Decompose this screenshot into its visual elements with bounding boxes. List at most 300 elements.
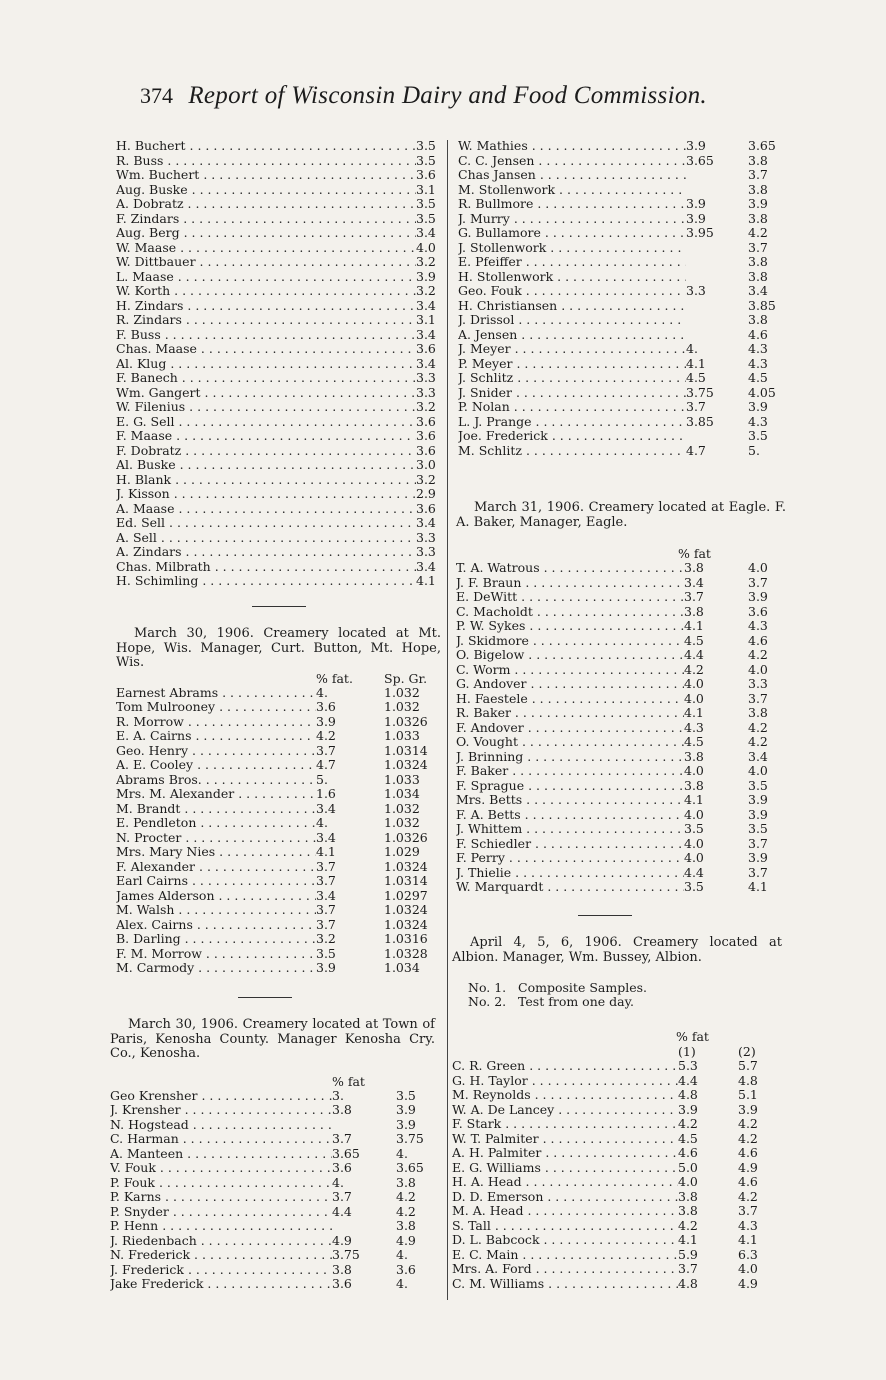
table-row (116, 429, 441, 444)
table-row (456, 793, 786, 808)
row-value-2: 1.029 (384, 845, 420, 859)
row-name: A. Dobratz . . . (116, 197, 416, 212)
note-1-text: Composite Samples. (518, 980, 647, 995)
table-row (116, 729, 441, 744)
table-row (116, 715, 441, 730)
row-name: E. A. Cairns . . . (116, 729, 316, 744)
row-name: C. M. Williams . . . (452, 1277, 678, 1292)
sub-header-1: (1) (678, 1044, 696, 1059)
row-value-1: 4.0 (684, 691, 704, 706)
row-value-1: 4.5 (684, 633, 704, 648)
table-row (116, 787, 441, 802)
row-value-1: 3.4 (316, 888, 336, 903)
row-value-2: 1.032 (384, 685, 420, 700)
table-row (452, 1059, 782, 1074)
row-value-2: 3.8 (748, 269, 768, 284)
table-row (456, 750, 786, 765)
table-row (458, 139, 788, 154)
row-value-2: 4.5 (748, 371, 768, 385)
table-row (452, 1161, 782, 1176)
table-row (452, 1117, 782, 1132)
row-value-2: 3.6 (748, 604, 768, 619)
row-value-1: 4.1 (678, 1233, 698, 1247)
row-name: M. Reynolds . . . (452, 1088, 678, 1103)
row-name: F. Maase . . . (116, 429, 416, 444)
row-value: 4.0 (416, 240, 436, 255)
row-value-2: 3.9 (748, 590, 768, 604)
table-row (458, 270, 788, 285)
row-value-1: 1.6 (316, 787, 336, 801)
row-name: Geo Krensher . . . (110, 1089, 332, 1104)
table-row (116, 226, 441, 241)
row-value-1: 4.4 (678, 1073, 698, 1088)
table-row (456, 735, 786, 750)
row-name: Mrs. Mary Nies . . . (116, 845, 316, 860)
table-row (116, 516, 441, 531)
row-value-2: 3.7 (748, 575, 768, 590)
row-value-2: 4.2 (748, 720, 768, 735)
row-value-2: 3.4 (748, 749, 768, 764)
row-name: J. F. Braun . . . (456, 576, 684, 591)
table-rows (452, 1059, 782, 1291)
note-2-number: No. 2. (468, 994, 507, 1009)
table-row (116, 961, 441, 976)
table-row (116, 545, 441, 560)
row-value-2: 3.7 (748, 168, 768, 182)
row-name: F. Alexander . . . (116, 860, 316, 875)
row-name: J. Drissol . . . (458, 313, 686, 328)
section-paris (110, 1018, 435, 1292)
row-value: 4.1 (416, 574, 436, 588)
row-value-2: 5. (748, 443, 760, 458)
row-value-2: 4.3 (738, 1218, 758, 1233)
row-value-1: 3.4 (316, 830, 336, 845)
row-name: W. Mathies . . . (458, 139, 686, 154)
row-value-1: 4.2 (316, 729, 336, 743)
row-value-2: 4. (396, 1146, 408, 1161)
table-row (116, 802, 441, 817)
row-value-2: 1.0324 (384, 859, 428, 874)
row-value-2: 5.1 (738, 1088, 758, 1102)
row-value-1: 4. (332, 1175, 344, 1190)
table-row (116, 860, 441, 875)
row-name: Ed. Sell . . . (116, 516, 416, 531)
row-value-1: 4. (316, 816, 328, 830)
row-value-1: 3.8 (678, 1189, 698, 1204)
row-value-2: 1.0314 (384, 743, 428, 758)
row-name: F. M. Morrow . . . (116, 947, 316, 962)
row-value-1: 3.7 (316, 903, 336, 917)
row-name: F. Andover . . . (456, 721, 684, 736)
table-row (458, 400, 788, 415)
row-name: J. Stollenwork . . . (458, 241, 686, 256)
table-row (456, 779, 786, 794)
table-row (116, 444, 441, 459)
table-row (458, 183, 788, 198)
table-row (110, 1277, 435, 1292)
row-value-2: 1.0324 (384, 903, 428, 917)
section-caption: March 31, 1906. Creamery located at Eagle. F. A. Baker, Manager, Eagle. (456, 500, 786, 530)
row-name: Chas. Maase . . . (116, 342, 416, 357)
row-value: 3.4 (416, 516, 436, 530)
table-row (116, 903, 441, 918)
row-value: 3.3 (416, 545, 436, 559)
table-row (116, 371, 441, 386)
table-row (116, 744, 441, 759)
row-name: R. Baker . . . (456, 706, 684, 721)
table-row (456, 605, 786, 620)
row-value-1: 3.7 (316, 859, 336, 874)
row-value-2: 3.5 (748, 822, 768, 836)
row-name: A. Zindars . . . (116, 545, 416, 560)
table-row (110, 1176, 435, 1191)
row-value-1: 5.0 (678, 1160, 698, 1175)
table-row (116, 415, 441, 430)
row-value-2: 4.0 (748, 561, 768, 575)
row-value-1: 3.4 (316, 801, 336, 816)
row-value-2: 3.9 (738, 1102, 758, 1117)
table-row (458, 168, 788, 183)
row-name: F. Schiedler . . . (456, 837, 684, 852)
row-name: J. Whittem . . . (456, 822, 684, 837)
row-value-2: 4.2 (738, 1189, 758, 1204)
row-value-1: 3.85 (686, 414, 714, 429)
row-value: 3.6 (416, 168, 436, 182)
table-row (116, 400, 441, 415)
row-value-2: 3.7 (738, 1204, 758, 1218)
row-value-2: 3.65 (396, 1161, 424, 1175)
table-row (110, 1147, 435, 1162)
row-name: Alex. Cairns . . . (116, 918, 316, 933)
row-value-2: 1.0328 (384, 946, 428, 961)
table-row (458, 154, 788, 169)
row-value-1: 3.8 (684, 778, 704, 793)
row-name: A. H. Palmiter . . . (452, 1146, 678, 1161)
row-name: E. Pfeiffer . . . (458, 255, 686, 270)
table-row (452, 1103, 782, 1118)
row-name: E. G. Williams . . . (452, 1161, 678, 1176)
row-value-2: 4.9 (396, 1233, 416, 1248)
row-value-2: 3.5 (748, 429, 768, 443)
row-name: J. Riedenbach . . . (110, 1234, 332, 1249)
row-name: R. Morrow . . . (116, 715, 316, 730)
table-row (458, 212, 788, 227)
row-name: Earnest Abrams . . . (116, 686, 316, 701)
row-value-2: 4.3 (748, 356, 768, 371)
row-value-2: 4.0 (748, 662, 768, 677)
row-value-2: 4. (396, 1248, 408, 1262)
table-row (458, 313, 788, 328)
table-row (116, 458, 441, 473)
row-name: D. D. Emerson . . . (452, 1190, 678, 1205)
row-value: 3.5 (416, 139, 436, 153)
row-value: 3.1 (416, 182, 436, 197)
row-value-1: 3. (332, 1088, 344, 1103)
row-value-1: 3.9 (686, 139, 706, 153)
row-value-1: 4.4 (332, 1204, 352, 1219)
row-name: J. Meyer . . . (458, 342, 686, 357)
row-value-2: 3.8 (396, 1219, 416, 1233)
table-row (110, 1118, 435, 1133)
row-name: Aug. Berg . . . (116, 226, 416, 241)
table-rows (116, 686, 441, 976)
table-row (458, 444, 788, 459)
table-row (116, 502, 441, 517)
row-name: James Alderson . . . (116, 889, 316, 904)
row-value-1: 4.7 (686, 443, 706, 458)
row-value-2: 3.8 (748, 313, 768, 327)
row-name: A. E. Cooley . . . (116, 758, 316, 773)
table-row (110, 1132, 435, 1147)
row-value-1: 3.3 (686, 284, 706, 298)
row-value-1: 3.9 (686, 197, 706, 211)
row-name: H. Buchert . . . (116, 139, 416, 154)
row-value-2: 1.0324 (384, 758, 428, 772)
table-row (456, 590, 786, 605)
row-value: 3.2 (416, 284, 436, 298)
row-value-1: 4.0 (684, 851, 704, 865)
table-row (456, 648, 786, 663)
row-value-2: 3.8 (748, 706, 768, 720)
row-value-1: 4.2 (678, 1218, 698, 1233)
table-row (116, 139, 441, 154)
sub-headers (452, 1044, 782, 1059)
table-row (110, 1205, 435, 1220)
table-row (456, 721, 786, 736)
row-value-2: 3.7 (748, 865, 768, 880)
row-name: M. Walsh . . . (116, 903, 316, 918)
row-name: Tom Mulrooney . . . (116, 700, 316, 715)
row-name: H. Blank . . . (116, 473, 416, 488)
row-name: C. R. Green . . . (452, 1059, 678, 1074)
column-headers (116, 671, 441, 686)
row-name: A. Jensen . . . (458, 328, 686, 343)
row-value-2: 4.2 (748, 735, 768, 749)
row-name: W. Korth . . . (116, 284, 416, 299)
row-name: W. Dittbauer . . . (116, 255, 416, 270)
row-name: P. Karns . . . (110, 1190, 332, 1205)
row-name: C. C. Jensen . . . (458, 154, 686, 169)
row-value-2: 3.6 (396, 1262, 416, 1277)
row-name: Al. Klug . . . (116, 357, 416, 372)
table-row (456, 677, 786, 692)
table-row (458, 284, 788, 299)
table-row (458, 415, 788, 430)
table-row (110, 1219, 435, 1234)
row-name: Chas. Milbrath . . . (116, 560, 416, 575)
row-name: G. H. Taylor . . . (452, 1074, 678, 1089)
column-headers (456, 546, 786, 561)
row-value: 3.2 (416, 255, 436, 269)
row-value-1: 4.1 (684, 706, 704, 720)
row-name: S. Tall . . . (452, 1219, 678, 1234)
row-value-1: 3.8 (684, 749, 704, 764)
row-value-2: 5.7 (738, 1059, 758, 1073)
table-row (458, 226, 788, 241)
table-row (116, 560, 441, 575)
row-name: J. Skidmore . . . (456, 634, 684, 649)
row-value-1: 4.2 (678, 1117, 698, 1131)
section-caption: April 4, 5, 6, 1906. Creamery located at Albion. Manager, Wm. Bussey, Albion. (452, 935, 782, 965)
row-value: 3.4 (416, 356, 436, 371)
row-value-1: 3.8 (684, 604, 704, 619)
row-value-1: 4.5 (686, 371, 706, 385)
row-value-2: 3.9 (748, 793, 768, 807)
table-row (116, 212, 441, 227)
sp-gr-header: Sp. Gr. (384, 670, 428, 686)
row-value-1: 4.4 (684, 648, 704, 662)
row-name: R. Bullmore . . . (458, 197, 686, 212)
row-value-1: 3.75 (332, 1248, 360, 1262)
row-value: 3.1 (416, 313, 436, 327)
row-value-1: 3.8 (332, 1262, 352, 1277)
row-name: Geo. Fouk . . . (458, 284, 686, 299)
row-name: T. A. Watrous . . . (456, 561, 684, 576)
row-value-1: 5. (316, 772, 328, 787)
note-2-text: Test from one day. (518, 994, 634, 1009)
row-value-2: 1.0314 (384, 874, 428, 888)
row-name: W. T. Palmiter . . . (452, 1132, 678, 1147)
row-name: F. Buss . . . (116, 328, 416, 343)
table-row (116, 284, 441, 299)
table-rows (456, 561, 786, 895)
row-name: L. J. Prange . . . (458, 415, 686, 430)
row-name: F. Perry . . . (456, 851, 684, 866)
row-name: A. Maase . . . (116, 502, 416, 517)
page-number: 374 (140, 83, 173, 108)
table-row (116, 183, 441, 198)
page-header (140, 82, 760, 110)
row-value-1: 3.9 (686, 211, 706, 226)
column-headers (110, 1074, 435, 1089)
row-value-2: 1.033 (384, 729, 420, 743)
row-value-2: 3.9 (748, 851, 768, 865)
table-row (116, 487, 441, 502)
table-row (452, 1132, 782, 1147)
table-row (110, 1248, 435, 1263)
row-name: F. Banech . . . (116, 371, 416, 386)
row-name: P. Meyer . . . (458, 357, 686, 372)
row-value-2: 4.9 (738, 1160, 758, 1175)
row-name: G. Andover . . . (456, 677, 684, 692)
row-value-1: 4.6 (678, 1146, 698, 1160)
row-name: C. Worm . . . (456, 663, 684, 678)
table-row (456, 808, 786, 823)
row-name: J. Kisson . . . (116, 487, 416, 502)
row-name: E. C. Main . . . (452, 1248, 678, 1263)
row-value-1: 4.5 (678, 1131, 698, 1146)
row-name: H. Zindars . . . (116, 299, 416, 314)
row-value-2: 4.6 (748, 327, 768, 342)
row-name: P. Snyder . . . (110, 1205, 332, 1220)
table-row (116, 386, 441, 401)
table-row (458, 255, 788, 270)
row-value-2: 3.9 (396, 1103, 416, 1117)
table-row (456, 880, 786, 895)
table-row (456, 692, 786, 707)
row-value-2: 3.9 (396, 1117, 416, 1132)
row-value: 3.4 (416, 226, 436, 240)
row-value-1: 3.8 (684, 561, 704, 575)
row-value: 3.3 (416, 530, 436, 545)
table-row (458, 386, 788, 401)
table-row (456, 576, 786, 591)
row-name: Joe. Frederick . . . (458, 429, 686, 444)
table-row (458, 241, 788, 256)
row-value: 3.4 (416, 298, 436, 313)
row-name: J. Krensher . . . (110, 1103, 332, 1118)
row-value-2: 1.0297 (384, 888, 428, 903)
row-value-1: 4.1 (316, 845, 336, 859)
table-row (110, 1263, 435, 1278)
row-value-2: 3.7 (748, 240, 768, 255)
row-value-1: 4.1 (684, 793, 704, 807)
row-value-1: 3.7 (684, 590, 704, 604)
table-row (452, 1219, 782, 1234)
table-row (458, 197, 788, 212)
row-name: A. Sell . . . (116, 531, 416, 546)
row-value-1: 4.5 (684, 735, 704, 749)
table-row (110, 1089, 435, 1104)
row-name: H. A. Head . . . (452, 1175, 678, 1190)
row-name: V. Fouk . . . (110, 1161, 332, 1176)
row-value-1: 5.9 (678, 1247, 698, 1262)
row-name: J. Thielie . . . (456, 866, 684, 881)
table-row (116, 845, 441, 860)
row-value-2: 1.033 (384, 772, 420, 787)
table-row (116, 357, 441, 372)
row-name: N. Frederick . . . (110, 1248, 332, 1263)
table-row (456, 706, 786, 721)
table-rows (110, 1089, 435, 1292)
table-row (116, 473, 441, 488)
row-value-2: 4.0 (748, 764, 768, 778)
row-name: M. Schlitz . . . (458, 444, 686, 459)
row-name: H. Schimling . . . (116, 574, 416, 589)
table-row (458, 342, 788, 357)
row-value-2: 4.2 (738, 1117, 758, 1131)
table-row (456, 663, 786, 678)
table-row (116, 816, 441, 831)
row-name: W. Marquardt . . . (456, 880, 684, 895)
table-row (452, 1074, 782, 1089)
row-value-1: 4.3 (684, 720, 704, 735)
table-row (456, 837, 786, 852)
row-name: Jake Frederick . . . (110, 1277, 332, 1292)
row-value-1: 3.65 (332, 1146, 360, 1161)
row-value-1: 3.8 (678, 1204, 698, 1218)
row-value-2: 3.85 (748, 298, 776, 313)
row-value: 3.5 (416, 197, 436, 211)
row-value-2: 4.6 (738, 1175, 758, 1189)
row-value-2: 4.3 (748, 619, 768, 633)
row-name: M. A. Head . . . (452, 1204, 678, 1219)
row-value-2: 4.2 (738, 1131, 758, 1146)
table-row (452, 1175, 782, 1190)
row-name: E. Pendleton . . . (116, 816, 316, 831)
row-value-2: 4.8 (738, 1073, 758, 1088)
row-value-1: 3.95 (686, 226, 714, 240)
table-row (452, 1146, 782, 1161)
row-value-1: 4.0 (684, 677, 704, 691)
row-name: P. W. Sykes . . . (456, 619, 684, 634)
table-row (116, 342, 441, 357)
row-value-1: 3.7 (332, 1132, 352, 1146)
table-row (110, 1103, 435, 1118)
row-value-2: 1.0326 (384, 714, 428, 729)
row-value: 3.5 (416, 211, 436, 226)
row-value: 3.2 (416, 472, 436, 487)
